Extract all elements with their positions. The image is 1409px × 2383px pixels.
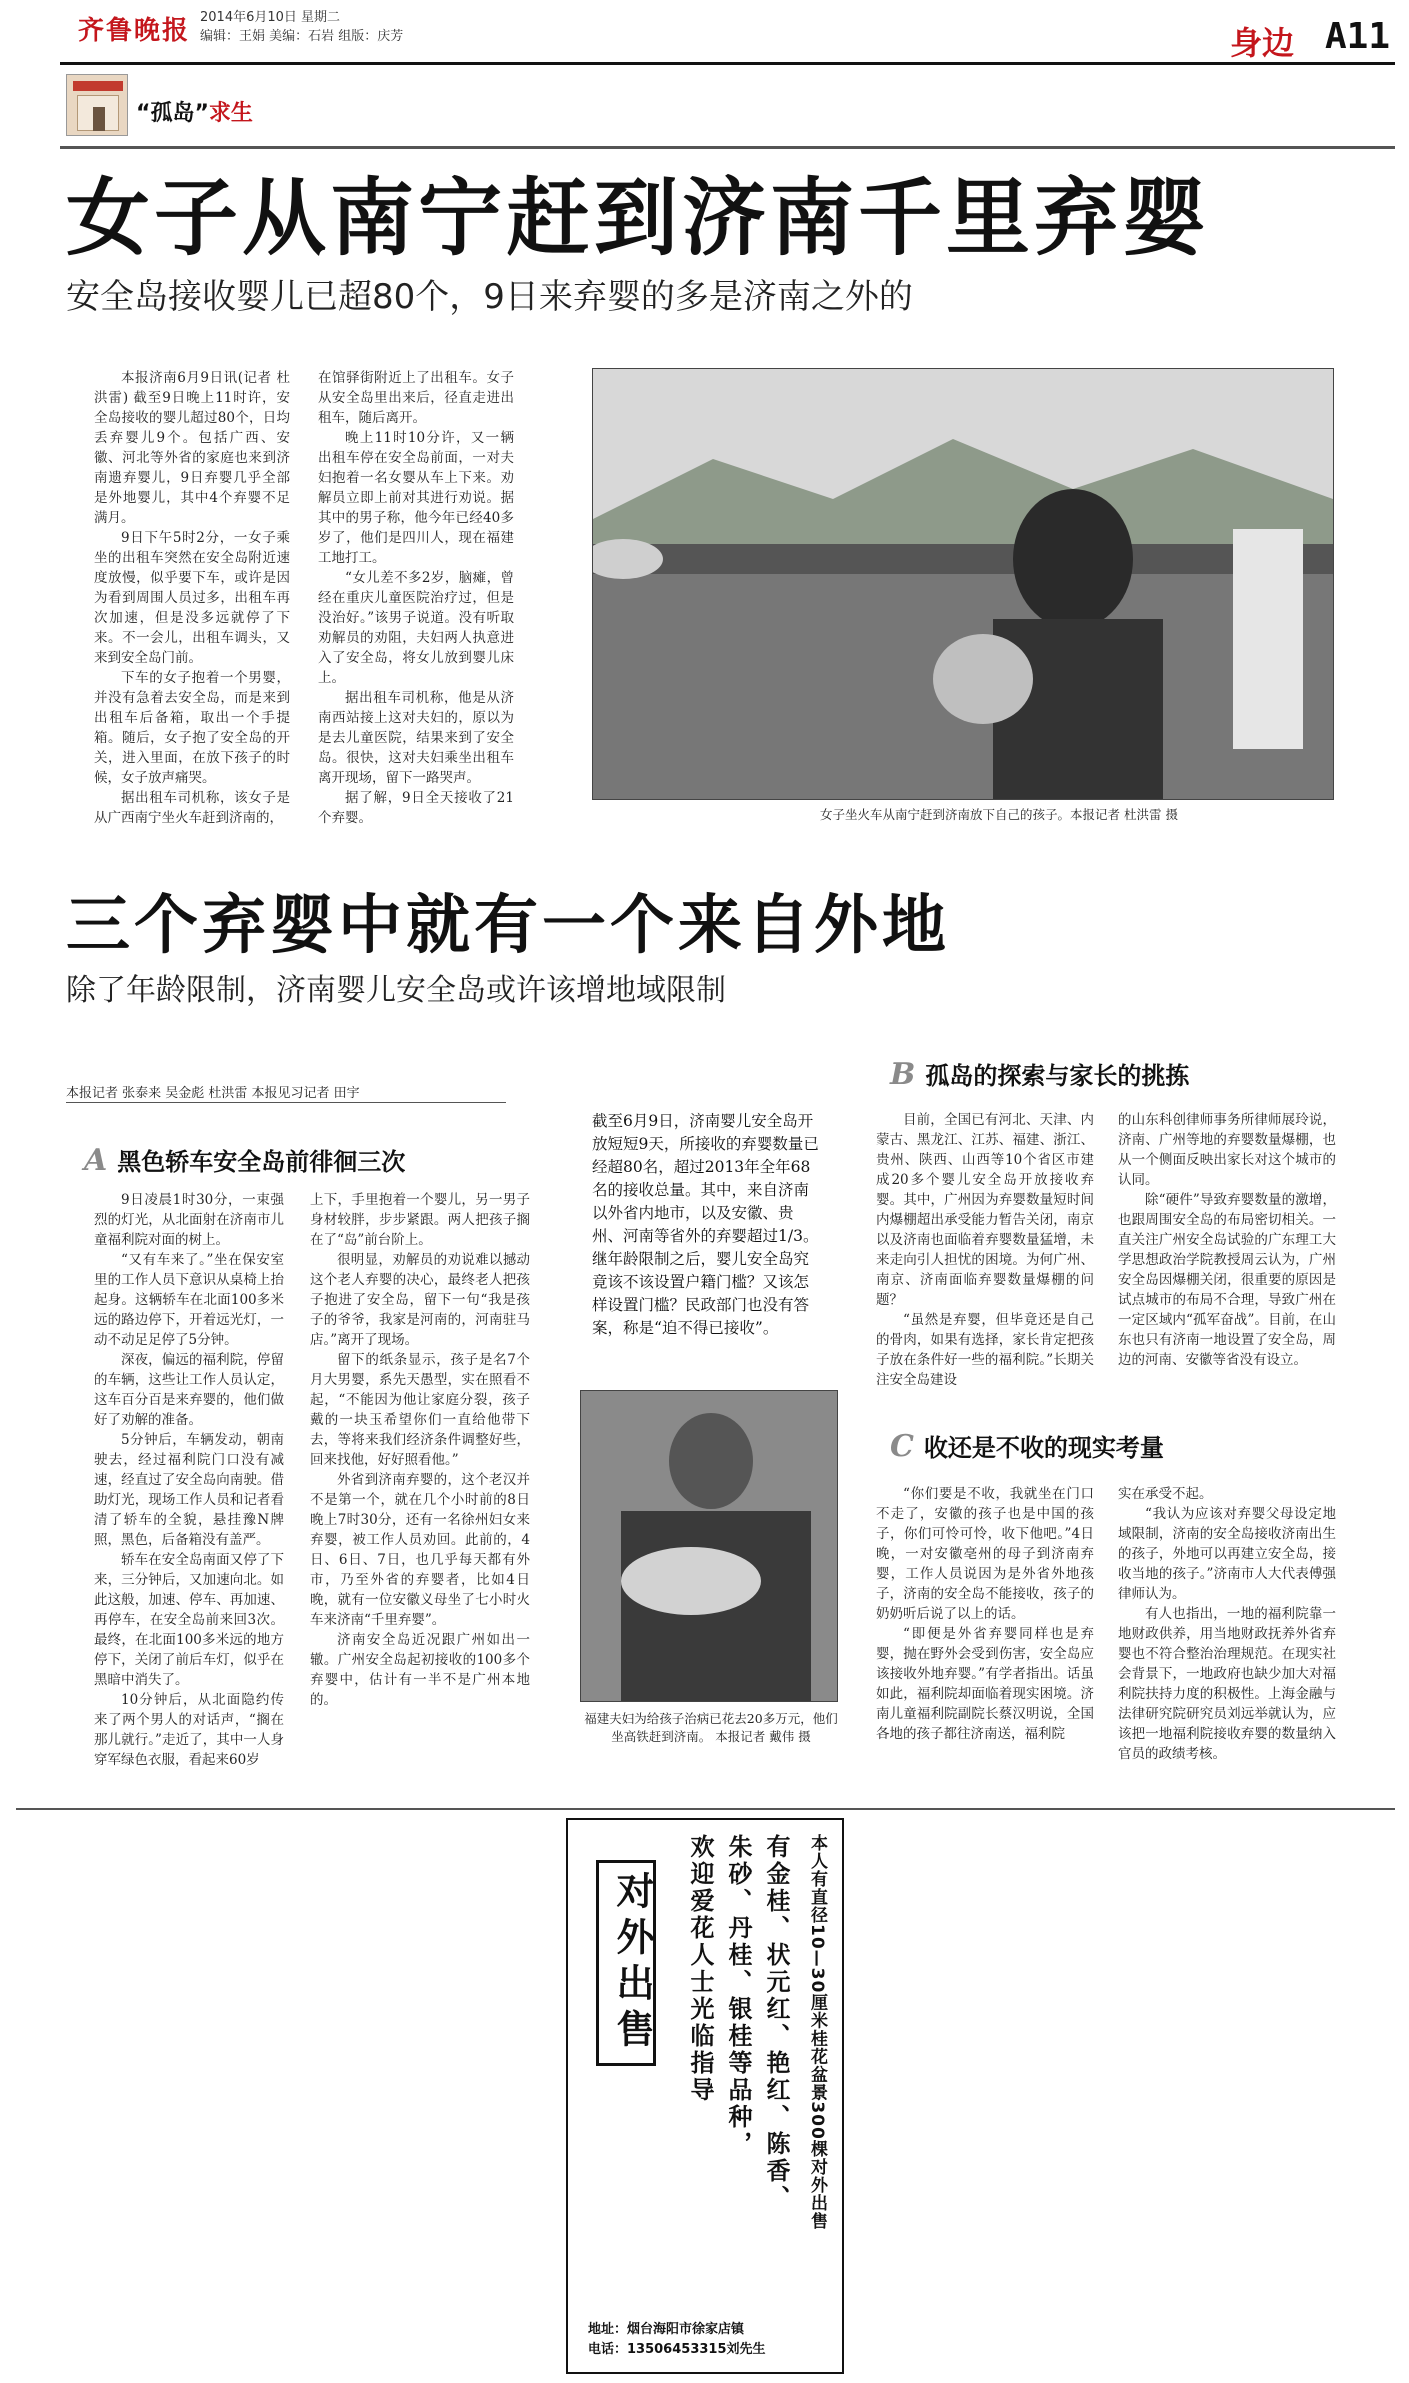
masthead-rule <box>60 62 1395 65</box>
paragraph: 在馆驿街附近上了出租车。女子从安全岛里出来后，径直走进出租车，随后离开。 <box>318 370 514 426</box>
paragraph: 本报济南6月9日讯(记者 杜洪雷) 截至9日晚上11时许，安全岛接收的婴儿超过80个，日均丢弃婴儿9个。包括广西、安徽、河北等外省的家庭也来到济南遗弃婴儿，9日弃婴几乎全部是外地婴儿，其中4个弃婴不足满月。 <box>94 370 290 526</box>
paragraph: “又有车来了。”坐在保安室里的工作人员下意识从桌椅上抬起身。这辆轿车在北面100多米远的路边停下，开着远光灯，一动不动足足停了5分钟。 <box>94 1252 284 1348</box>
photo-placeholder-icon <box>593 369 1333 799</box>
paragraph: 据了解，9日全天接收了21个弃婴。 <box>318 790 514 826</box>
ad-line-4: 欢迎爱花人士光临指导 <box>686 1834 714 2104</box>
section-name: 身边 <box>1230 24 1295 62</box>
issue-info <box>200 8 403 46</box>
paragraph: 10分钟后，从北面隐约传来了两个男人的对话声，“搁在那儿就行。”走近了，其中一人身穿军绿色衣服，看起来60岁 <box>94 1692 284 1768</box>
byline-rule <box>66 1102 506 1103</box>
ad-line-2: 有金桂、状元红、艳红、陈香、 <box>762 1834 790 2212</box>
paragraph: 的山东科创律师事务所律师展玲说，济南、广州等地的弃婴数量爆棚，也从一个侧面反映出家长对这个城市的认同。 <box>1118 1112 1336 1188</box>
story1-column-2 <box>318 368 514 828</box>
ad-title: 对外出售 <box>610 1871 654 2055</box>
section-c-heading <box>890 1429 1164 1464</box>
paragraph: 实在承受不起。 <box>1118 1486 1213 1502</box>
section-b-column-1 <box>876 1110 1094 1390</box>
section-c-title: 收还是不收的现实考量 <box>923 1434 1164 1462</box>
ad-divider-rule <box>16 1808 1395 1810</box>
section-b-column-2 <box>1118 1110 1336 1370</box>
paragraph: 留下的纸条显示，孩子是名7个月大男婴，系先天愚型，实在照看不起，“不能因为他让家庭分裂，孩子戴的一块玉希望你们一直给他带下去，等将来我们经济条件调整好些，回来找他，好好照看他。” <box>310 1352 530 1468</box>
ad-line-1: 本人有直径10—30厘米桂花盆景300棵对外出售 <box>807 1834 827 2230</box>
ad-title-frame <box>596 1860 656 2066</box>
ad-address: 地址：烟台海阳市徐家店镇 <box>588 2322 745 2337</box>
paragraph: 5分钟后，车辆发动，朝南驶去，经过福利院门口没有减速，经直过了安全岛向南驶。借助灯光，现场工作人员和记者看清了轿车的全貌，悬挂豫N牌照，黑色，后备箱没有盖严。 <box>94 1432 284 1548</box>
highlight-quote: 截至6月9日，济南婴儿安全岛开放短短9天，所接收的弃婴数量已经超80名，超过2013年全年68名的接收总量。其中，来自济南以外省内地市，以及安徽、贵州、河南等省外的弃婴超过1/3。继年龄限制之后，婴儿安全岛究竟该不该设置户籍门槛？又该怎样设置门槛？民政部门也没有答案，称是“迫不得已接收”。 <box>592 1112 819 1337</box>
paragraph: 下车的女子抱着一个男婴，并没有急着去安全岛，而是来到出租车后备箱，取出一个手提箱。随后，女子抱了安全岛的开关，进入里面，在放下孩子的时候，女子放声痛哭。 <box>94 670 290 786</box>
page-number: A11 <box>1325 16 1391 57</box>
story2-photo <box>580 1390 838 1702</box>
paragraph: 晚上11时10分许，又一辆出租车停在安全岛前面，一对夫妇抱着一名女婴从车上下来。劝解员立即上前对其进行劝说。据其中的男子称，他今年已经40多岁了，他们是四川人，现在福建工地打工。 <box>318 430 514 566</box>
section-a-column-2 <box>310 1190 530 1710</box>
photo-placeholder-icon <box>581 1391 837 1701</box>
paragraph: 据出租车司机称，他是从济南西站接上这对夫妇的，原以为是去儿童医院，结果来到了安全岛。很快，这对夫妇乘坐出租车离开现场，留下一路哭声。 <box>318 690 514 786</box>
story2-subhead: 除了年龄限制，济南婴儿安全岛或许该增地域限制 <box>66 973 726 1008</box>
column-tag-word: 求生 <box>208 101 253 126</box>
paragraph: 济南安全岛近况跟广州如出一辙。广州安全岛起初接收的100多个弃婴中，估计有一半不是广州本地的。 <box>310 1632 530 1708</box>
paragraph: 轿车在安全岛南面又停了下来，三分钟后，又加速向北。如此这般，加速、停车、再加速、再停车，在安全岛前来回3次。最终，在北面100多米远的地方停下，关闭了前后车灯，似乎在黑暗中消失了。 <box>94 1552 284 1688</box>
paragraph: 上下，手里抱着一个婴儿，另一男子身材较胖，步步紧跟。两人把孩子搁在了“岛”前台阶上。 <box>310 1192 530 1248</box>
section-c-letter: C <box>890 1429 914 1464</box>
paragraph: 外省到济南弃婴的，这个老汉并不是第一个，就在几个小时前的8日晚上7时30分，还有一名徐州妇女来弃婴，被工作人员劝回。此前的，4日、6日、7日，也几乎每天都有外市，乃至外省的弃婴者，比如4日晚，就有一位安徽义母坐了七小时火车来济南“千里弃婴”。 <box>310 1472 530 1628</box>
house-icon <box>66 74 128 136</box>
paragraph: “即便是外省弃婴同样也是弃婴，抛在野外会受到伤害，安全岛应该接收外地弃婴。”有学者指出。话虽如此，福利院却面临着现实困境。济南儿童福利院副院长蔡汉明说，全国各地的孩子都往济南送，福利院 <box>876 1626 1094 1742</box>
story1-photo <box>592 368 1334 800</box>
story1-column-1 <box>94 368 290 828</box>
newspaper-logo: 齐鲁晚报 <box>78 16 191 46</box>
ad-phone: 电话：13506453315刘先生 <box>588 2342 766 2357</box>
paragraph: 目前，全国已有河北、天津、内蒙古、黑龙江、江苏、福建、浙江、贵州、陕西、山西等10个省区市建成20多个婴儿安全岛开放接收弃婴。其中，广州因为弃婴数量短时间内爆棚超出承受能力暂告关闭，南京以及济南也面临着弃婴数量猛增，未来走向引人担忧的困境。为何广州、南京、济南面临弃婴数量爆棚的问题？ <box>876 1112 1094 1308</box>
ad-line-3: 朱砂、丹桂、银桂等品种， <box>724 1834 752 2158</box>
story2-photo-caption: 福建夫妇为给孩子治病已花去20多万元，他们坐高铁赶到济南。 本报记者 戴伟 摄 <box>584 1711 838 1744</box>
editor-credits: 编辑：王娟 美编：石岩 组版：庆芳 <box>200 29 404 44</box>
paragraph: 据出租车司机称，该女子是从广西南宁坐火车赶到济南的， <box>94 790 290 826</box>
section-a-heading <box>84 1143 406 1178</box>
section-a-title: 黑色轿车安全岛前徘徊三次 <box>117 1148 406 1176</box>
paragraph: “女儿差不多2岁，脑瘫，曾经在重庆儿童医院治疗过，但是没治好。”该男子说道。没有听取劝解员的劝阻，夫妇两人执意进入了安全岛，将女儿放到婴儿床上。 <box>318 570 514 686</box>
paragraph: 9日下午5时2分，一女子乘坐的出租车突然在安全岛附近速度放慢，似乎要下车，或许是因为看到周围人员过多，出租车再次加速，但是没多远就停了下来。不一会儿，出租车调头，又来到安全岛门前。 <box>94 530 290 666</box>
ad-contact <box>588 2320 766 2360</box>
story1-photo-caption: 女子坐火车从南宁赶到济南放下自己的孩子。本报记者 杜洪雷 摄 <box>820 807 1178 822</box>
section-b-heading <box>890 1057 1190 1092</box>
story2-headline: 三个弃婴中就有一个来自外地 <box>66 889 950 963</box>
column-tag <box>136 96 253 127</box>
paragraph: “你们要是不收，我就坐在门口不走了，安徽的孩子也是中国的孩子，你们可怜可怜，收下他吧。”4日晚，一对安徽亳州的母子到济南弃婴，工作人员说因为是外省外地孩子，济南的安全岛不能接收，孩子的奶奶听后说了以上的话。 <box>876 1486 1094 1622</box>
story2-byline: 本报记者 张泰来 吴金彪 杜洪雷 本报见习记者 田宇 <box>66 1086 360 1101</box>
column-rule <box>60 146 1395 149</box>
column-tag-quoted: “孤岛” <box>136 101 209 126</box>
section-a-column-1 <box>94 1190 284 1770</box>
issue-date: 2014年6月10日 星期二 <box>200 10 341 25</box>
paragraph: 除“硬件”导致弃婴数量的激增，也跟周围安全岛的布局密切相关。一直关注广州安全岛试验的广东理工大学思想政治学院教授周云认为，广州安全岛因爆棚关闭，很重要的原因是试点城市的布局不合理，导致广州在一定区域内“孤军奋战”。目前，在山东也只有济南一地设置了安全岛，周边的河南、安徽等省没有设立。 <box>1118 1192 1336 1368</box>
section-b-title: 孤岛的探索与家长的挑拣 <box>925 1062 1190 1090</box>
story1-subhead: 安全岛接收婴儿已超80个，9日来弃婴的多是济南之外的 <box>66 277 913 317</box>
paragraph: 很明显，劝解员的劝说难以撼动这个老人弃婴的决心，最终老人把孩子抱进了安全岛，留下一句“我是孩子的爷爷，我家是河南的，河南驻马店。”离开了现场。 <box>310 1252 530 1348</box>
section-c-column-1 <box>876 1484 1094 1744</box>
paragraph: 9日凌晨1时30分，一束强烈的灯光，从北面射在济南市儿童福利院对面的树上。 <box>94 1192 284 1248</box>
paragraph: 深夜，偏远的福利院，停留的车辆，这些让工作人员认定，这车百分百是来弃婴的，他们做好了劝解的准备。 <box>94 1352 284 1428</box>
story1-headline: 女子从南宁赶到济南千里弃婴 <box>66 169 1211 267</box>
classified-ad <box>566 1818 844 2374</box>
section-c-column-2 <box>1118 1484 1336 1764</box>
paragraph: “我认为应该对弃婴父母设定地域限制，济南的安全岛接收济南出生的孩子，外地可以再建立安全岛，接收当地的孩子。”济南市人大代表傅强律师认为。 <box>1118 1506 1336 1602</box>
section-b-letter: B <box>890 1057 916 1092</box>
section-a-letter: A <box>84 1143 108 1178</box>
paragraph: “虽然是弃婴，但毕竟还是自己的骨肉，如果有选择，家长肯定把孩子放在条件好一些的福利院。”长期关注安全岛建设 <box>876 1312 1094 1388</box>
paragraph: 有人也指出，一地的福利院靠一地财政供养，用当地财政抚养外省弃婴也不符合整治治理规范。在现实社会背景下，一地政府也缺少加大对福利院扶持力度的积极性。上海金融与法律研究院研究员刘远举就认为，应该把一地福利院接收弃婴的数量纳入官员的政绩考核。 <box>1118 1606 1336 1762</box>
